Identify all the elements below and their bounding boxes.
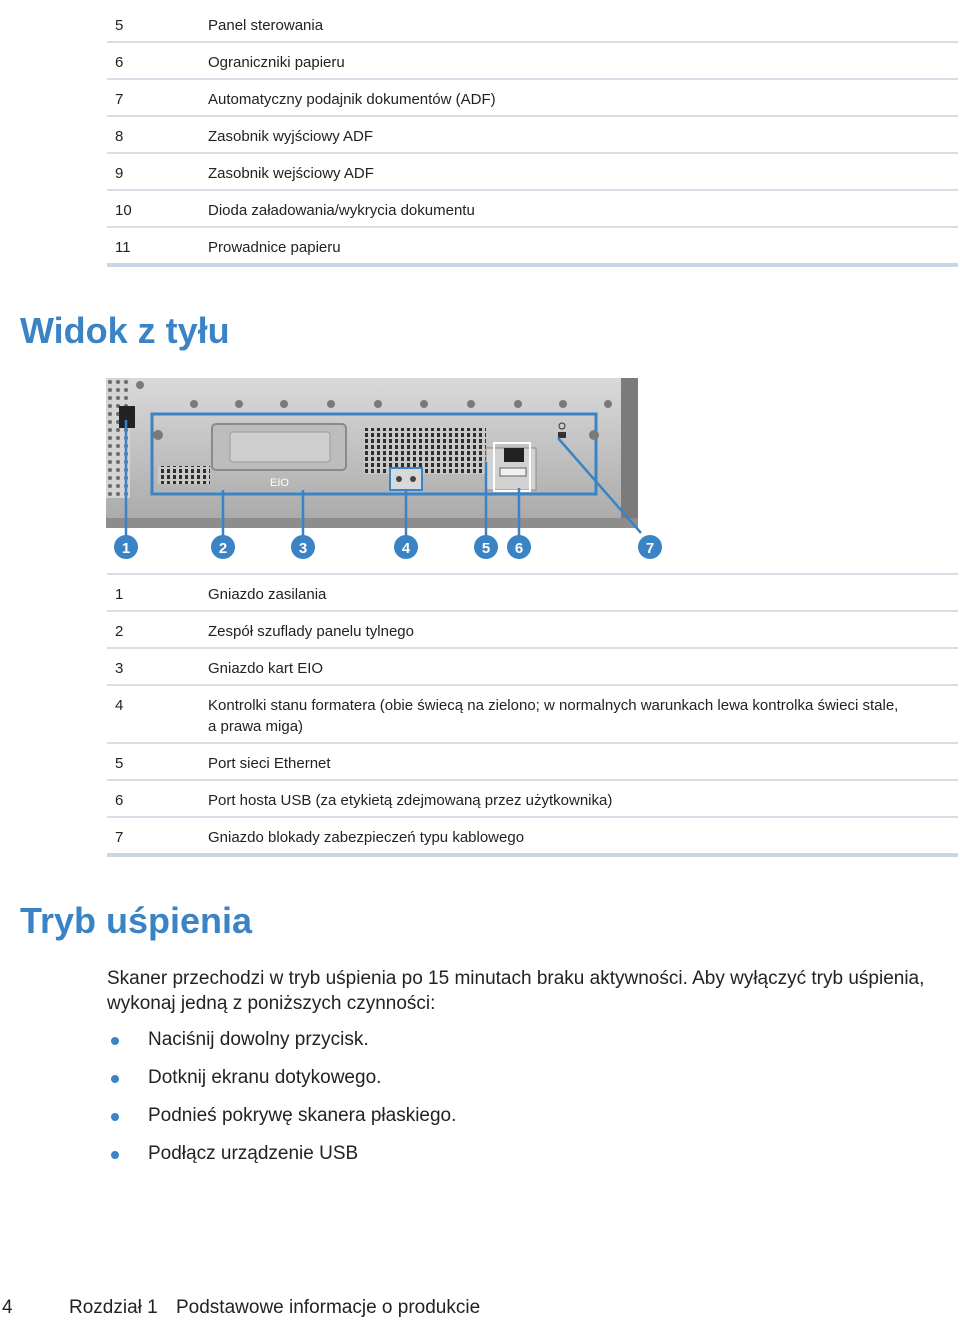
top-parts-table: [107, 6, 958, 267]
page-number: 4: [2, 1297, 13, 1318]
row-description: Port sieci Ethernet: [208, 755, 331, 772]
row-number: 11: [115, 239, 131, 256]
chapter-label: Rozdział 1: [69, 1297, 158, 1318]
table-row: [107, 781, 958, 818]
table-row: [107, 43, 958, 80]
table-row: [107, 80, 958, 117]
row-number: 6: [115, 54, 124, 71]
table-row: [107, 744, 958, 781]
row-number: 1: [115, 586, 124, 603]
callout-5-label: 5: [481, 540, 491, 557]
callout-4-label: 4: [401, 540, 411, 557]
callout-2-label: 2: [218, 540, 228, 557]
table-end-rule: [107, 263, 958, 267]
callout-7-label: 7: [645, 540, 655, 557]
row-number: 4: [115, 697, 124, 714]
callout-1-label: 1: [121, 540, 131, 557]
row-description: Gniazdo kart EIO: [208, 660, 324, 677]
sleep-wake-actions-list: [107, 1027, 456, 1179]
section-heading-sleep-mode: Tryb uśpienia: [20, 900, 253, 941]
row-description: Zasobnik wejściowy ADF: [208, 165, 374, 182]
rear-parts-table: [107, 573, 958, 857]
bullet-icon: [111, 1113, 119, 1121]
callout-3-label: 3: [298, 540, 308, 557]
row-number: 5: [115, 755, 124, 772]
rear-view-figure: [106, 378, 666, 568]
table-row: [107, 6, 958, 43]
list-item-text: Podłącz urządzenie USB: [148, 1143, 359, 1164]
list-item: [107, 1141, 456, 1179]
row-description: Ograniczniki papieru: [208, 54, 345, 71]
table-row: [107, 686, 958, 744]
row-number: 2: [115, 623, 124, 640]
row-description: Prowadnice papieru: [208, 239, 341, 256]
row-number: 6: [115, 792, 124, 809]
row-description: Automatyczny podajnik dokumentów (ADF): [208, 91, 496, 108]
table-row: [107, 575, 958, 612]
table-row: [107, 117, 958, 154]
row-description: Gniazdo zasilania: [208, 586, 327, 603]
row-description: Zasobnik wyjściowy ADF: [208, 128, 374, 145]
table-row: [107, 818, 958, 853]
callout-6-label: 6: [514, 540, 524, 557]
formatter-status-leds: [390, 468, 422, 490]
cable-lock-slot: [558, 432, 566, 438]
row-description: Zespół szuflady panelu tylnego: [208, 623, 414, 640]
table-row: [107, 649, 958, 686]
list-item-text: Podnieś pokrywę skanera płaskiego.: [148, 1105, 457, 1126]
bullet-icon: [111, 1075, 119, 1083]
row-number: 5: [115, 17, 124, 34]
list-item-text: Dotknij ekranu dotykowego.: [148, 1067, 382, 1088]
table-row: [107, 228, 958, 263]
table-end-rule: [107, 853, 958, 857]
row-number: 3: [115, 660, 124, 677]
row-description: Kontrolki stanu formatera (obie świecą na zielono; w normalnych warunkach lewa kontrolka świeci stale, a prawa miga): [208, 697, 899, 735]
list-item: [107, 1103, 456, 1141]
row-description: Port hosta USB (za etykietą zdejmowaną przez użytkownika): [208, 792, 613, 809]
bullet-icon: [111, 1037, 119, 1045]
row-description: Panel sterowania: [208, 17, 324, 34]
list-item: [107, 1065, 456, 1103]
bullet-icon: [111, 1151, 119, 1159]
sleep-intro-paragraph: Skaner przechodzi w tryb uśpienia po 15 minutach braku aktywności. Aby wyłączyć tryb uśpienia, wykonaj jedną z poniższych czynności:: [107, 968, 925, 1014]
row-number: 7: [115, 91, 124, 108]
row-description: Dioda załadowania/wykrycia dokumentu: [208, 202, 475, 219]
section-heading-rear-view: Widok z tyłu: [20, 310, 230, 351]
row-number: 10: [115, 202, 132, 219]
row-number: 8: [115, 128, 124, 145]
list-item: [107, 1027, 456, 1065]
row-description: Gniazdo blokady zabezpieczeń typu kablowego: [208, 829, 525, 846]
row-number: 7: [115, 829, 124, 846]
table-row: [107, 612, 958, 649]
eio-label: EIO: [270, 477, 289, 489]
row-number: 9: [115, 165, 124, 182]
ethernet-port: [504, 448, 524, 462]
list-item-text: Naciśnij dowolny przycisk.: [148, 1029, 369, 1050]
table-row: [107, 154, 958, 191]
chapter-title: Podstawowe informacje o produkcie: [176, 1297, 481, 1318]
table-row: [107, 191, 958, 228]
